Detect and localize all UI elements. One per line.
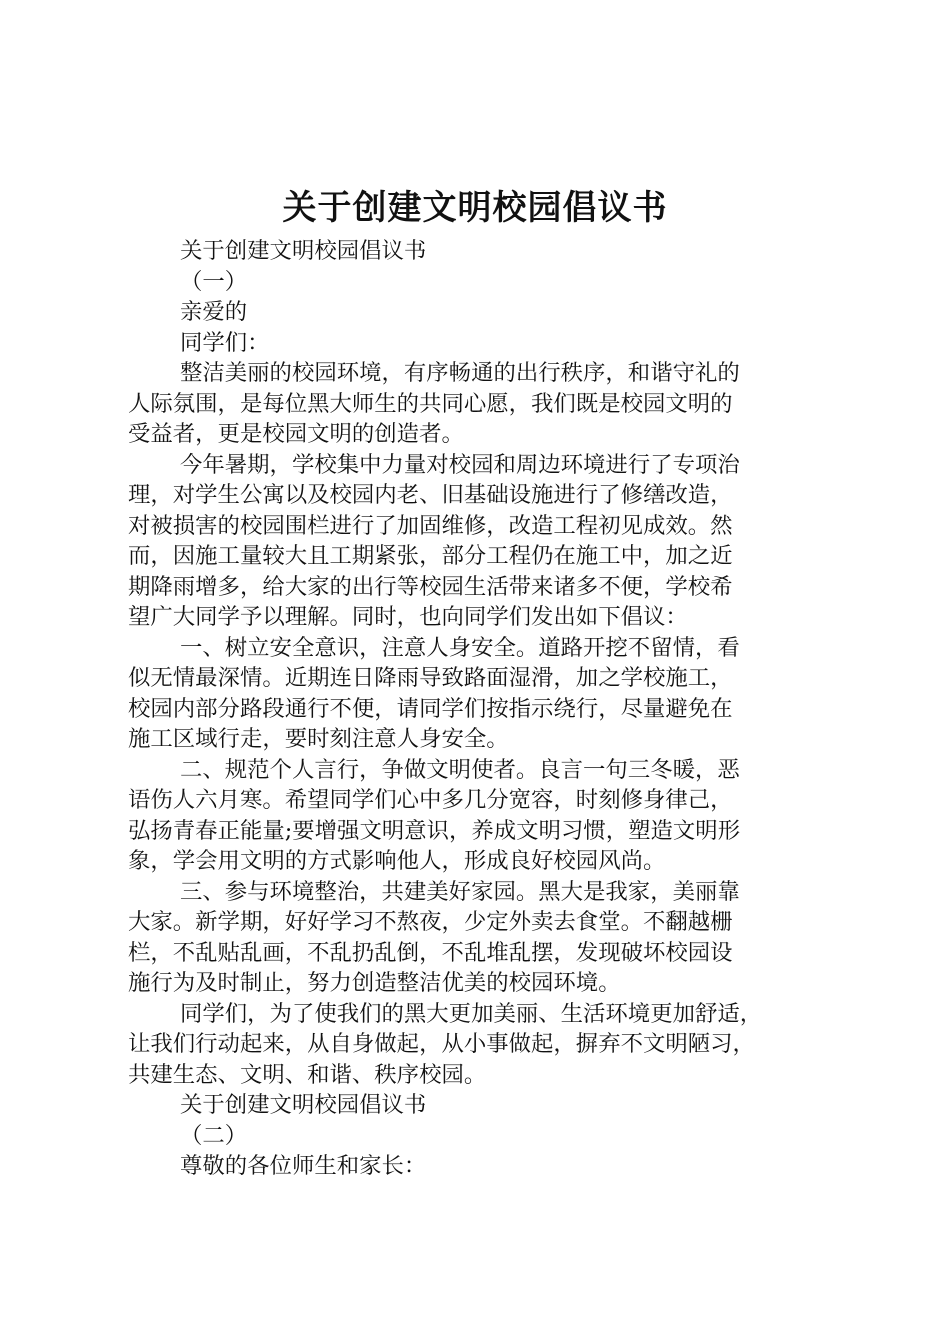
paragraph-2-line-3: 对被损害的校园围栏进行了加固维修，改造工程初见成效。然 (128, 512, 733, 539)
paragraph-2-line-6: 望广大同学予以理解。同时，也向同学们发出如下倡议： (128, 604, 688, 630)
document-title: 关于创建文明校园倡议书 (282, 188, 668, 228)
paragraph-6-line-2: 让我们行动起来，从自身做起，从小事做起，摒弃不文明陋习， (128, 1031, 755, 1057)
second-section-number: （二） (180, 1122, 248, 1149)
paragraph-4-line-2: 语伤人六月寒。希望同学们心中多几分宽容，时刻修身律己， (128, 787, 733, 813)
paragraph-4-line-1: 二、规范个人言行，争做文明使者。良言一句三冬暖，恶 (180, 756, 740, 783)
section-number: （一） (180, 268, 248, 295)
paragraph-5-line-3: 栏，不乱贴乱画，不乱扔乱倒，不乱堆乱摆，发现破坏校园设 (128, 939, 733, 966)
second-salutation: 尊敬的各位师生和家长： (180, 1153, 427, 1179)
paragraph-3-line-2: 似无情最深情。近期连日降雨导致路面湿滑，加之学校施工， (128, 665, 733, 691)
paragraph-3-line-4: 施工区域行走，要时刻注意人身安全。 (128, 726, 509, 752)
paragraph-2-line-5: 期降雨增多，给大家的出行等校园生活带来诸多不便，学校希 (128, 573, 733, 600)
salutation-line-2: 同学们： (180, 329, 270, 356)
paragraph-4-line-3: 弘扬青春正能量;要增强文明意识，养成文明习惯，塑造文明形 (128, 817, 741, 844)
paragraph-3-line-1: 一、树立安全意识，注意人身安全。道路开挖不留情，看 (180, 634, 740, 661)
paragraph-6-line-3: 共建生态、文明、和谐、秩序校园。 (128, 1061, 487, 1088)
document-body (128, 236, 848, 1182)
paragraph-3-line-3: 校园内部分路段通行不便，请同学们按指示绕行，尽量避免在 (128, 695, 733, 722)
subtitle-line: 关于创建文明校园倡议书 (180, 238, 427, 264)
paragraph-5-line-2: 大家。新学期，好好学习不熬夜，少定外卖去食堂。不翻越栅 (128, 909, 733, 935)
paragraph-4-line-4: 象，学会用文明的方式影响他人，形成良好校园风尚。 (128, 848, 666, 874)
paragraph-5-line-4: 施行为及时制止，努力创造整洁优美的校园环境。 (128, 970, 621, 996)
paragraph-6-line-1: 同学们，为了使我们的黑大更加美丽、生活环境更加舒适， (180, 1000, 763, 1027)
paragraph-5-line-1: 三、参与环境整治，共建美好家园。黑大是我家，美丽靠 (180, 878, 740, 905)
second-subtitle-line: 关于创建文明校园倡议书 (180, 1092, 427, 1118)
paragraph-2-line-1: 今年暑期，学校集中力量对校园和周边环境进行了专项治 (180, 451, 740, 478)
paragraph-1-line-1: 整洁美丽的校园环境，有序畅通的出行秩序，和谐守礼的 (180, 360, 740, 386)
salutation-line-1: 亲爱的 (180, 299, 248, 325)
paragraph-1-line-2: 人际氛围，是每位黑大师生的共同心愿，我们既是校园文明的 (128, 390, 733, 417)
paragraph-2-line-4: 而，因施工量较大且工期紧张，部分工程仍在施工中，加之近 (128, 543, 733, 569)
paragraph-1-line-3: 受益者，更是校园文明的创造者。 (128, 421, 464, 447)
paragraph-2-line-2: 理，对学生公寓以及校园内老、旧基础设施进行了修缮改造， (128, 482, 733, 508)
